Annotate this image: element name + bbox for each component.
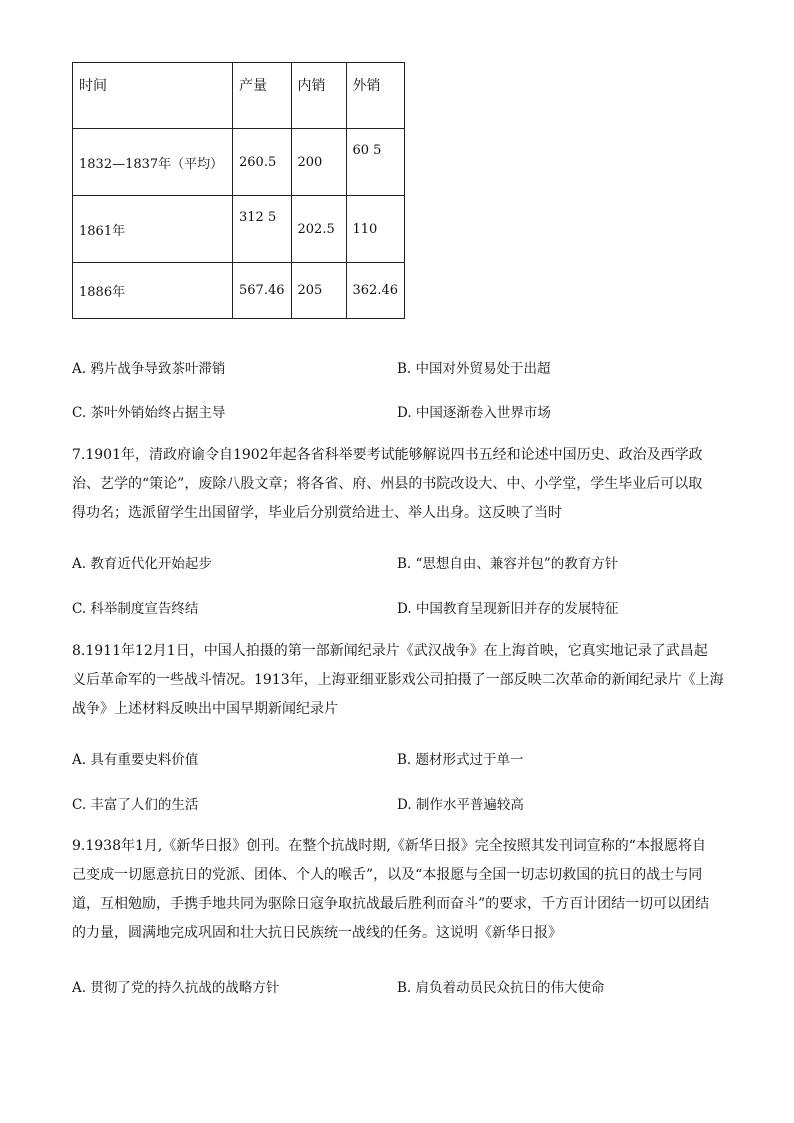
q9-option-a[interactable]: A. 贯彻了党的持久抗战的战略方针 [72, 980, 280, 996]
q9-option-b[interactable]: B. 肩负着动员民众抗日的伟大使命 [397, 980, 605, 996]
q8-stem [72, 637, 724, 724]
q9-line: 己变成一切愿意抗日的党派、团体、个人的喉舌”，以及“本报愿与全国一切志切救国的抗日的战士与同 [72, 867, 703, 883]
q8-option-d[interactable]: D. 制作水平普遍较高 [397, 797, 524, 813]
q8-line: 义后革命军的一些战斗情况。1913年，上海亚细亚影戏公司拍摄了一部反映二次革命的新闻纪录片《上海 [72, 672, 724, 688]
table-row [73, 263, 405, 319]
header-export: 外销 [346, 63, 405, 129]
q7-line: 治、艺学的“策论”，废除八股文章；将各省、府、州县的书院改设大、中、小学堂，学生毕业后可以取 [72, 476, 703, 492]
tea-trade-table [72, 62, 405, 319]
q9-line: 道，互相勉励，手携手地共同为驱除日寇争取抗战最后胜利而奋斗”的要求，千方百计团结一切可以团结 [72, 896, 710, 912]
q7-line: 得功名；选派留学生出国留学，毕业后分别赏给进士、举人出身。这反映了当时 [72, 505, 562, 521]
q7-option-a[interactable]: A. 教育近代化开始起步 [72, 556, 212, 572]
q6-option-b[interactable]: B. 中国对外贸易处于出超 [397, 361, 551, 377]
q8-line: 8.1911年12月1日，中国人拍摄的第一部新闻纪录片《武汉战争》在上海首映，它真实地记录了武昌起 [72, 643, 708, 659]
table-row [73, 129, 405, 196]
table-row [73, 196, 405, 263]
table-cell: 205 [291, 263, 346, 319]
q8-option-c[interactable]: C. 丰富了人们的生活 [72, 797, 199, 813]
q7-stem [72, 441, 724, 528]
table-cell: 260.5 [233, 129, 292, 196]
table-cell: 1861年 [73, 196, 233, 263]
q7-option-c[interactable]: C. 科举制度宣告终结 [72, 601, 199, 617]
q9-line: 的力量，圆满地完成巩固和壮大抗日民族统一战线的任务。这说明《新华日报》 [72, 925, 562, 941]
q7-line: 7.1901年，清政府谕令自1902年起各省科举要考试能够解说四书五经和论述中国历史、政治及西学政 [72, 447, 703, 463]
table-cell: 1886年 [73, 263, 233, 319]
q8-line: 战争》上述材料反映出中国早期新闻纪录片 [72, 701, 338, 717]
table-cell: 110 [346, 196, 405, 263]
header-time: 时间 [73, 63, 233, 129]
table-cell-value: 312 5 [239, 209, 277, 225]
q6-option-d[interactable]: D. 中国逐渐卷入世界市场 [397, 405, 551, 421]
q6-option-a[interactable]: A. 鸦片战争导致茶叶滞销 [72, 361, 226, 377]
table-cell: 362.46 [346, 263, 405, 319]
table-cell [233, 196, 292, 263]
header-output: 产量 [233, 63, 292, 129]
table-cell [346, 129, 405, 196]
table-header-row [73, 63, 405, 129]
q6-option-c[interactable]: C. 茶叶外销始终占据主导 [72, 405, 226, 421]
header-domestic: 内销 [291, 63, 346, 129]
q7-option-b[interactable]: B. “思想自由、兼容并包”的教育方针 [397, 556, 619, 572]
table-cell: 567.46 [233, 263, 292, 319]
table-cell: 202.5 [291, 196, 346, 263]
q8-option-b[interactable]: B. 题材形式过于单一 [397, 752, 524, 768]
table-cell: 200 [291, 129, 346, 196]
q7-option-d[interactable]: D. 中国教育呈现新旧并存的发展特征 [397, 601, 619, 617]
q8-option-a[interactable]: A. 具有重要史料价值 [72, 752, 199, 768]
q9-line: 9.1938年1月,《新华日报》创刊。在整个抗战时期,《新华日报》完全按照其发刊词宣称的“本报愿将自 [72, 838, 706, 854]
table-cell: 1832—1837年（平均） [73, 129, 233, 196]
table-cell-value: 60 5 [352, 142, 382, 158]
q9-stem [72, 832, 724, 948]
